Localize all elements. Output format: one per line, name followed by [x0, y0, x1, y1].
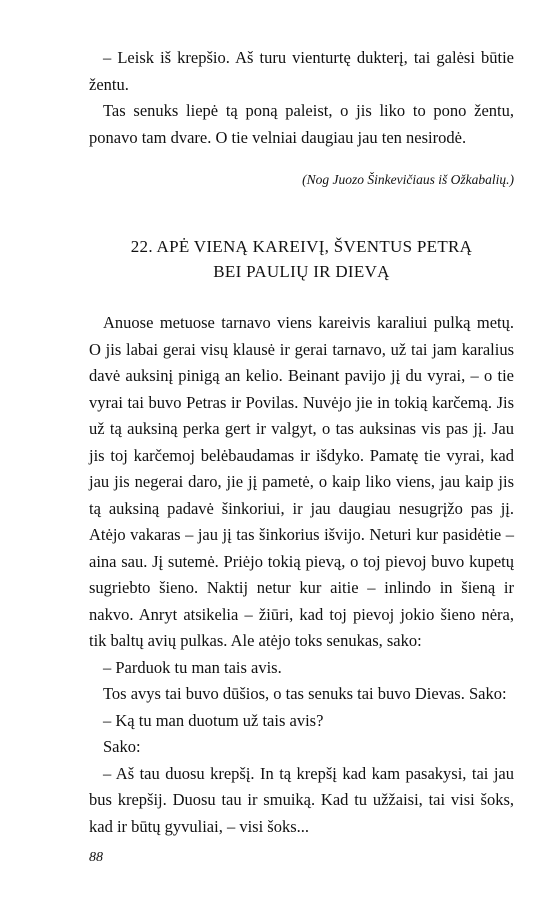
paragraph: Anuose metuose tarnavo viens kareivis karaliui pulką metų. O jis labai gerai visų klausė ir gerai tarnavo, už tai jam karalius davė auksinį pinigą an kelio. Beinant pavijo jį du vyrai, – o tie vyrai tai buvo Petras ir Povilas. Nuvėjo jie in tokią karčemą. Jis už tą auksiną perka gert ir valgyt, o tas auksinas vis pas jį. Jau jis toj karčemoj belėbaudamas ir išdyko. Pamatę tie vyrai, kad jau jis negerai daro, jie jį pametė, o kaip liko viens, jau kaip jis tą auksiną padavė šinkoriui, ir jau daugiau nesugrįžo pas jį. Atėjo vakaras – jau jį tas šinkorius išvijo. Neturi kur pasidėtie – aina sau. Jį sutemė. Priėjo tokią pievą, o toj pievoj buvo kupetų sugriebto šieno. Naktij netur kur aitie – inlindo in šieną ir nakvo. Anryt atsikelia – žiūri, kad toj pievoj jokio šieno nėra, tik baltų avių pulkas. Ale atėjo toks senukas, sako: — [89, 313, 514, 650]
paragraph: – Parduok tu man tais avis. — [103, 657, 282, 677]
heading-line-1: 22. APĖ VIENĄ KAREIVĮ, ŠVENTUS PETRĄ — [130, 237, 473, 256]
paragraph: – Leisk iš krepšio. Aš turu vienturtę dukterį, tai galėsi būtie žentu. — [89, 48, 514, 94]
paragraph: Tas senuks liepė tą poną paleist, o jis liko to pono žentu, ponavo tam dvare. O tie velniai daugiau jau ten nesirodė. — [89, 101, 514, 147]
paragraph: Tos avys tai buvo dūšios, o tas senuks tai buvo Dievas. Sako: — [103, 684, 507, 703]
paragraph: – Ką tu man duotum už tais avis? — [103, 710, 324, 730]
story-heading — [89, 234, 514, 284]
paragraph: Sako: — [103, 737, 141, 756]
source-attribution: (Nog Juozo Šinkevičiaus iš Ožkabalių.) — [302, 172, 514, 187]
page-number: 88 — [89, 850, 103, 865]
previous-story-ending — [89, 45, 514, 151]
story-body — [89, 310, 514, 840]
heading-line-2: BEI PAULIŲ IR DIEVĄ — [213, 262, 390, 281]
paragraph: – Aš tau duosu krepšį. In tą krepšį kad kam pasakysi, tai jau bus krepšij. Duosu tau ir smuiką. Kad tu užžaisi, tai visi šoks, kad ir būtų gyvuliai, – visi šoks... — [89, 763, 514, 836]
